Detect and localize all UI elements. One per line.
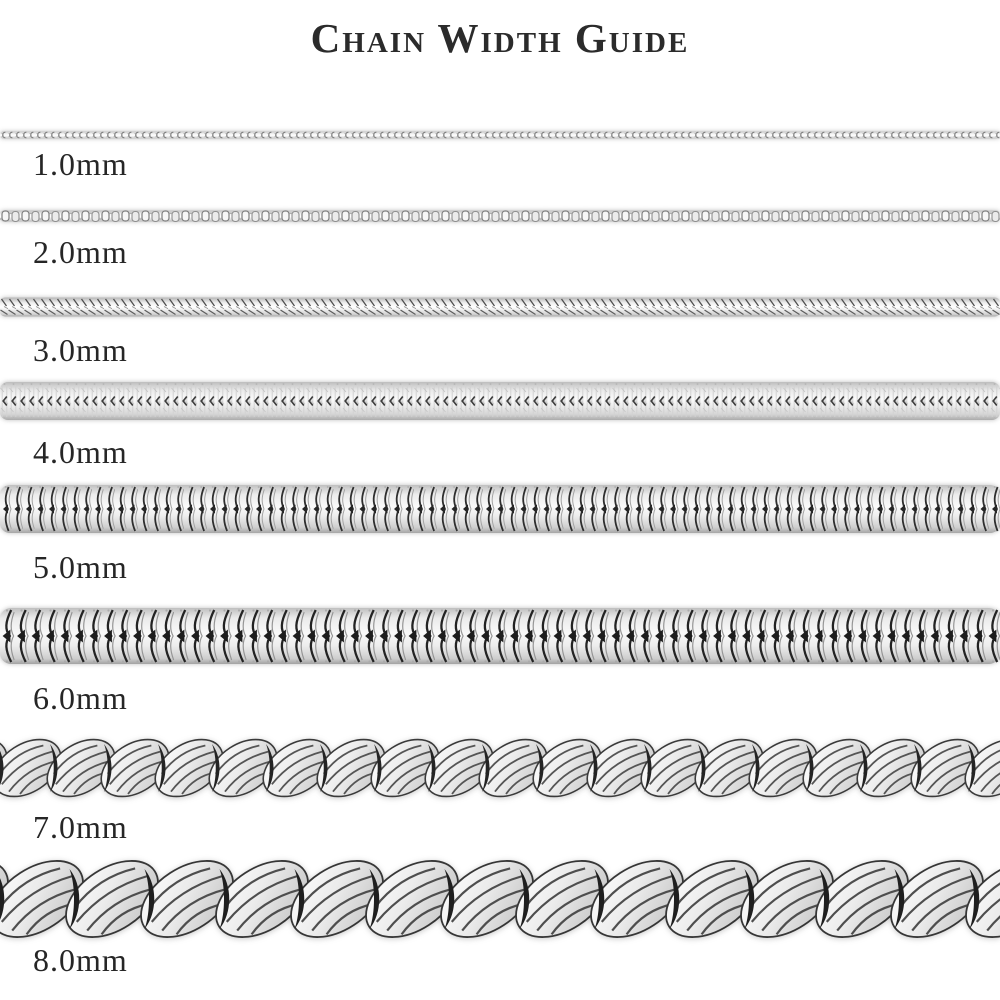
chain-width-label: 4.0mm (33, 434, 128, 470)
chain-image-3mm-snake (0, 294, 1000, 320)
chain-row-6mm (0, 605, 1000, 716)
chain-row-3mm (0, 294, 1000, 368)
chain-image-4mm-snake (0, 380, 1000, 422)
chain-width-label: 2.0mm (33, 234, 128, 270)
chain-width-label: 5.0mm (33, 549, 128, 585)
chain-width-label: 6.0mm (33, 680, 128, 716)
chain-row-5mm (0, 481, 1000, 585)
chain-row-2mm (0, 208, 1000, 270)
chain-row-7mm (0, 730, 1000, 845)
page-title: Chain Width Guide (310, 15, 690, 61)
chain-image-1mm-box (0, 129, 1000, 141)
chain-image-6mm-snake (0, 605, 1000, 667)
chain-width-label: 7.0mm (33, 809, 128, 845)
chain-width-label: 3.0mm (33, 332, 128, 368)
chain-width-label: 1.0mm (33, 146, 128, 182)
chain-image-2mm-box (0, 208, 1000, 224)
chain-width-label: 8.0mm (33, 942, 128, 978)
chain-row-4mm (0, 380, 1000, 470)
chain-row-8mm (0, 852, 1000, 978)
chain-image-7mm-rope (0, 730, 1000, 806)
chain-image-5mm-snake (0, 481, 1000, 537)
chain-image-8mm-rope (0, 852, 1000, 946)
chain-row-1mm (0, 129, 1000, 182)
